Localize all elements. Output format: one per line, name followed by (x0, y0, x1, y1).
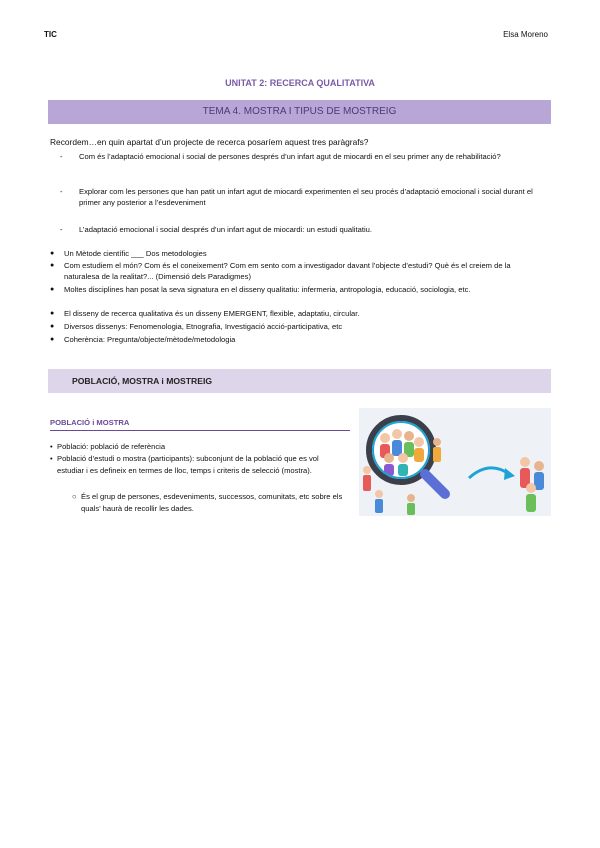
dash-marker: - (60, 187, 63, 196)
population-illustration (359, 408, 551, 516)
bullet-dot-icon: ● (50, 250, 55, 257)
recall-item (60, 151, 535, 162)
bullet-text: El disseny de recerca qualitativa és un disseny EMERGENT, flexible, adaptatiu, circular. (64, 309, 360, 318)
bullet-item (50, 248, 542, 259)
bullet-dot-icon: • (50, 454, 53, 463)
subsection-title: POBLACIÓ i MOSTRA (50, 418, 350, 431)
sample-group (520, 457, 544, 512)
bullet-text: Coherència: Pregunta/objecte/mètode/metodologia (64, 335, 236, 344)
arrow-icon (469, 468, 509, 478)
bullet-dot-icon: ● (50, 262, 55, 269)
bullet-dot-icon: • (50, 442, 53, 451)
recall-item (60, 186, 535, 208)
bullet-item (50, 284, 542, 295)
magnifier-handle (425, 474, 445, 494)
section-title (48, 369, 551, 393)
bullet-dot-icon: ● (50, 310, 55, 317)
bullet-text: Com estudiem el món? Com és el coneixement? Com em sento com a investigador davant l’objecte d’estudi? Què és el creiem de la naturalesa de la realitat?... (Dimensió dels Paradigmes) (64, 261, 511, 281)
bullet-item (50, 321, 542, 332)
bullet-text: Moltes disciplines han posat la seva signatura en el disseny qualitatiu: infermeria, antropologia, educació, sociologia, etc. (64, 285, 471, 294)
recall-item-text: L’adaptació emocional i social després d’un infart agut de miocardi: un estudi qualitatiu. (79, 225, 372, 234)
population-text: Població d’estudi o mostra (participants): subconjunt de la població que es vol estudiar i es defineix en termes de lloc, temps i criteris de selecció (mostra). (57, 454, 319, 475)
population-text: Població: població de referència (57, 442, 166, 451)
dash-marker: - (60, 225, 63, 234)
population-item (50, 453, 346, 477)
recall-item-text: Com és l’adaptació emocional i social de persones després d’un infart agut de miocardi en el seu primer any de rehabilitació? (79, 152, 501, 161)
population-sub-text: És el grup de persones, esdeveniments, successos, comunitats, etc sobre els quals’ haurà de recollir les dades. (81, 492, 343, 513)
population-item (50, 441, 346, 453)
bullet-item (50, 260, 542, 282)
magnifier-people-icon (359, 408, 551, 516)
intro-question: Recordem…en quin apartat d’un projecte de recerca posaríem aquest tres paràgrafs? (50, 137, 369, 147)
bullet-text: Diversos dissenys: Fenomenologia, Etnografia, Investigació acció-participativa, etc (64, 322, 343, 331)
unit-title: UNITAT 2: RECERCA QUALITATIVA (225, 78, 375, 88)
bullet-dot-icon: ● (50, 323, 55, 330)
topic-title: TEMA 4. MOSTRA I TIPUS DE MOSTREIG (48, 100, 551, 124)
bullet-item (50, 308, 542, 319)
bullet-text: Un Mètode científic ___ Dos metodologies (64, 249, 207, 258)
population-sub-item (72, 491, 348, 515)
circle-bullet-icon: ○ (72, 492, 77, 501)
header-course: TIC (44, 30, 57, 39)
bullet-item (50, 334, 542, 345)
recall-item (60, 224, 535, 235)
section-title-text: POBLACIÓ, MOSTRA i MOSTREIG (72, 376, 213, 386)
recall-item-text: Explorar com les persones que han patit un infart agut de miocardi experimenten el seu procés d’adaptació emocional i social durant el primer any posterior a l’esdeveniment (79, 187, 533, 207)
dash-marker: - (60, 152, 63, 161)
arrow-head-icon (504, 468, 515, 480)
bullet-dot-icon: ● (50, 336, 55, 343)
header-author: Elsa Moreno (503, 30, 548, 39)
bullet-dot-icon: ● (50, 286, 55, 293)
